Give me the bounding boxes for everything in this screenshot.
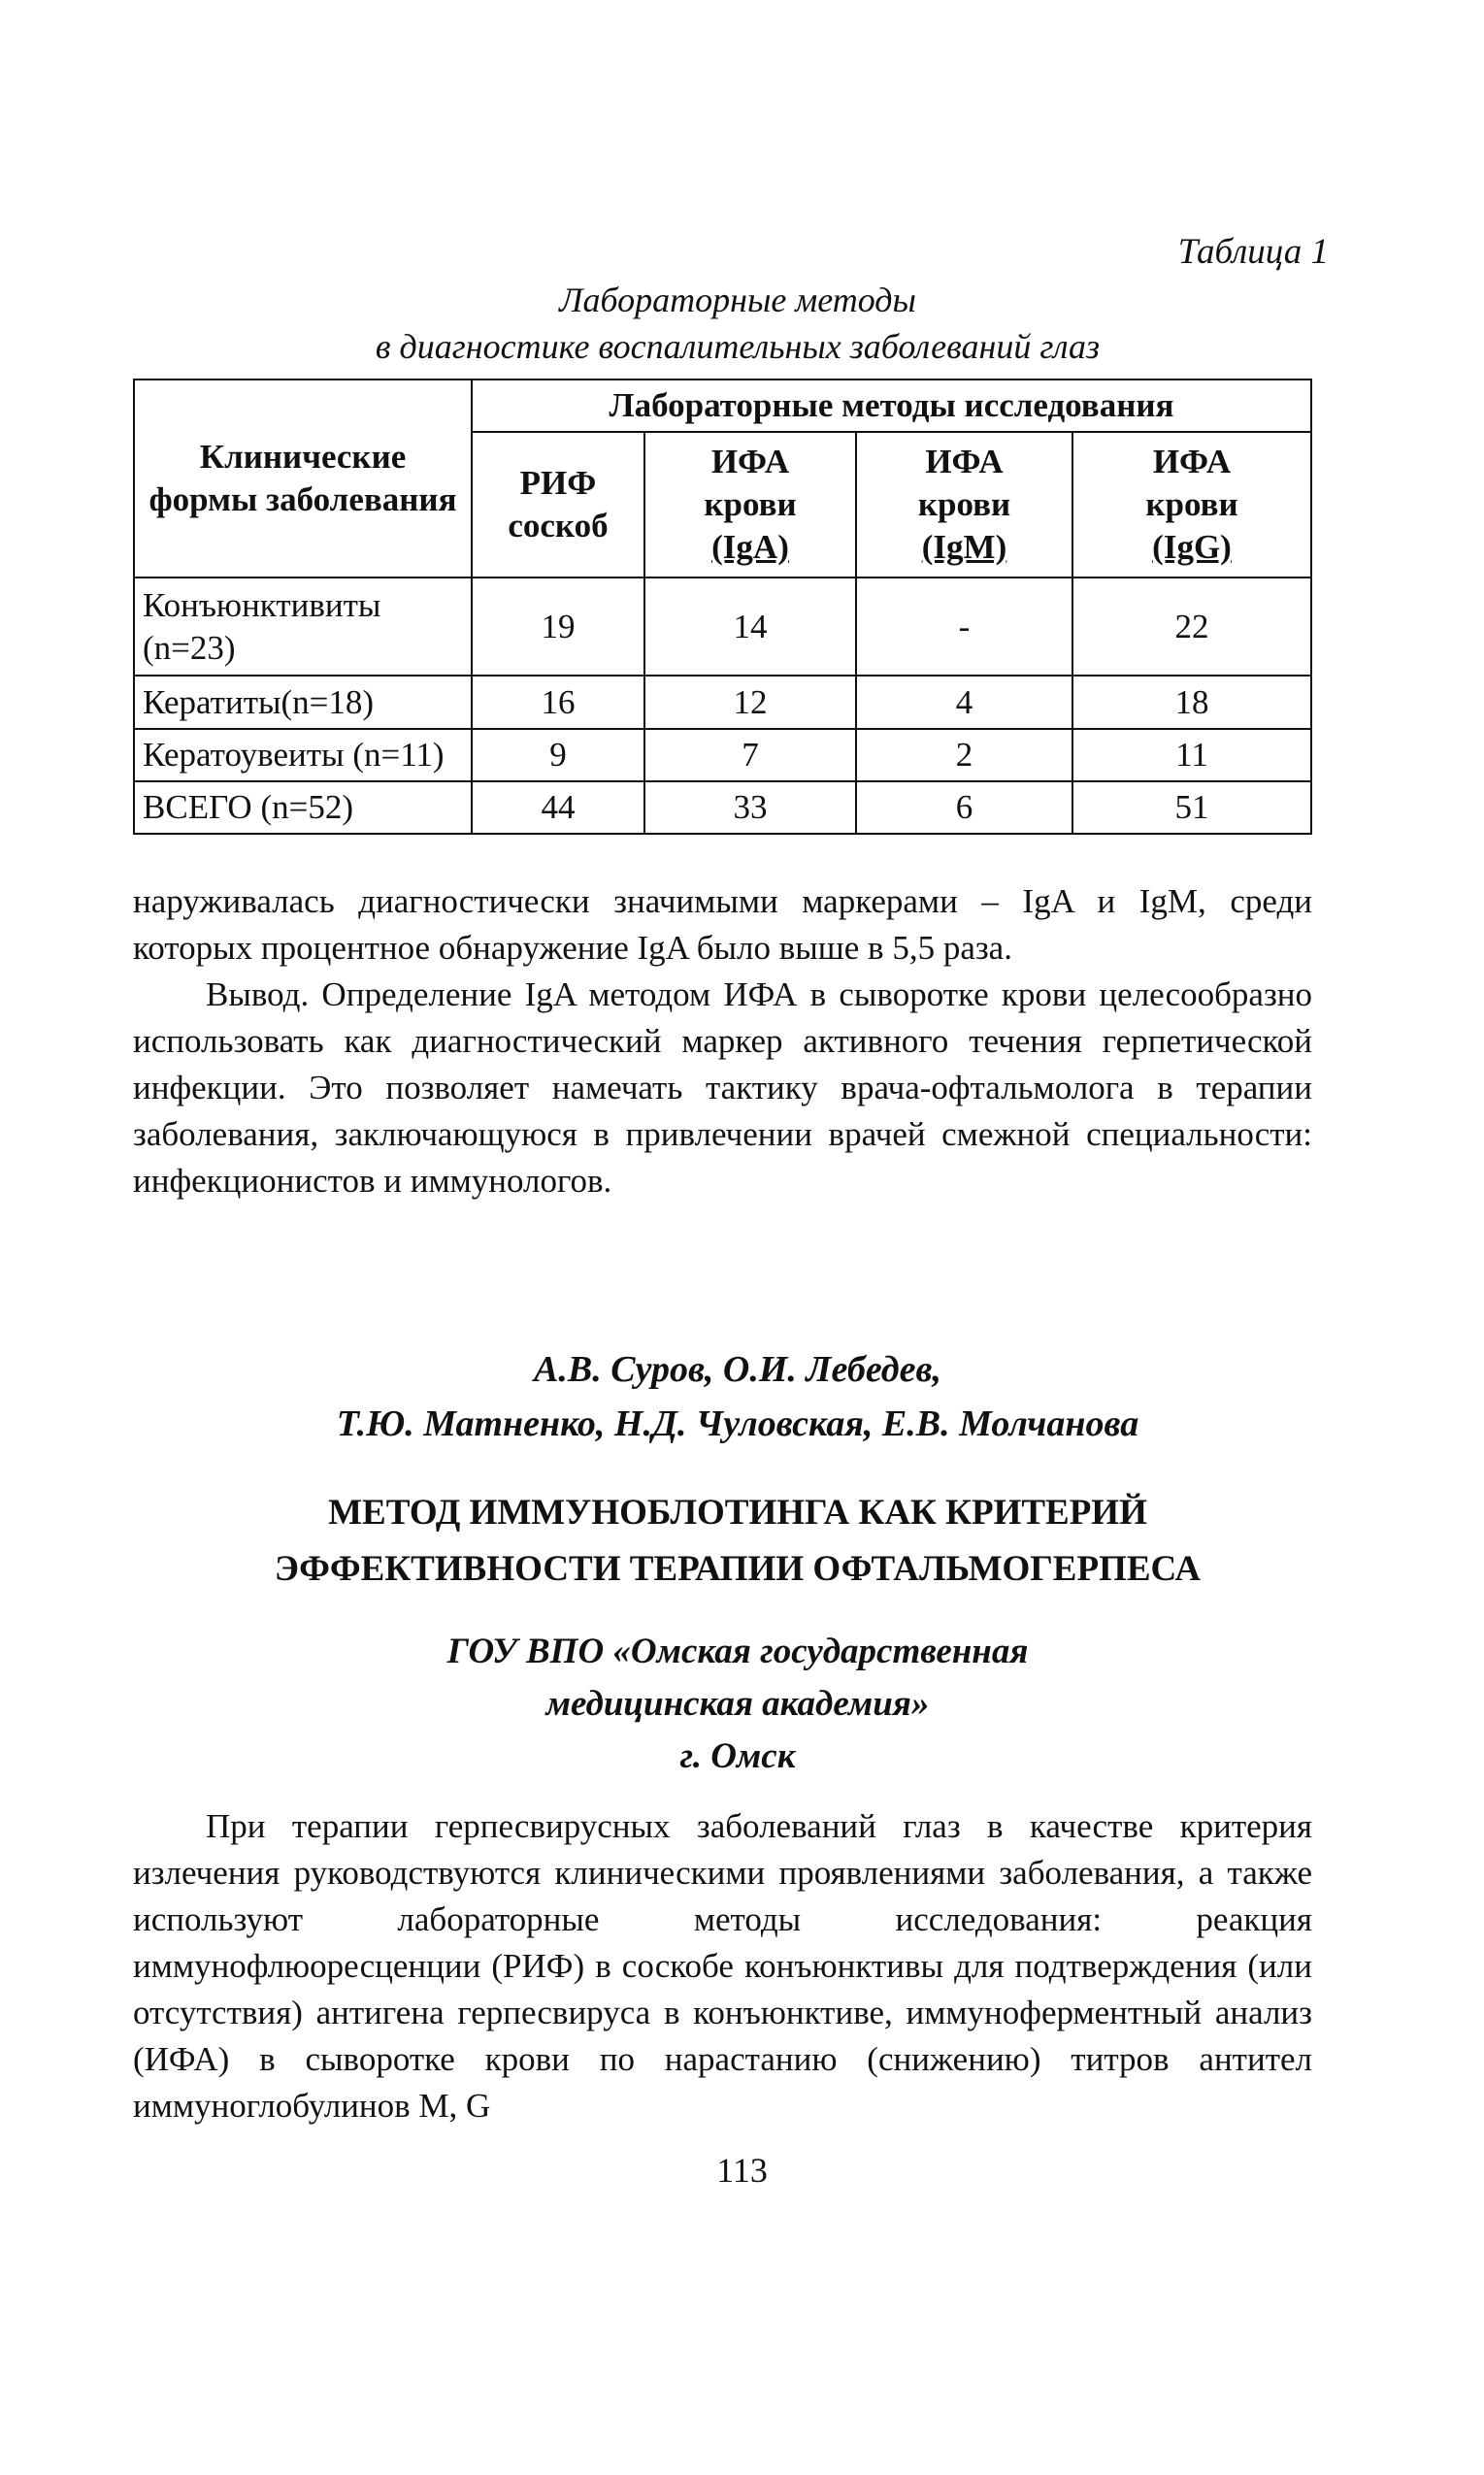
authors-line: Т.Ю. Матненко, Н.Д. Чуловская, Е.В. Молчанова xyxy=(336,1403,1139,1444)
table-cell: 12 xyxy=(644,676,856,728)
article-title xyxy=(136,1485,1339,1598)
table-header-row xyxy=(134,380,1311,432)
table-cell: 19 xyxy=(472,578,644,676)
header-line: РИФ xyxy=(519,463,597,502)
paragraph: Вывод. Определение IgA методом ИФА в сыворотке крови целесообразно использовать как диагностический маркер активного течения герпетической инфекции. Это позволяет намечать тактику врача-офтальмолога в терапии заболевания, заключающуюся в привлечении врачей смежной специальности: инфекционистов и иммунологов. xyxy=(133,975,1312,1200)
institution-line: ГОУ ВПО «Омская государственная xyxy=(446,1632,1029,1671)
header-line: крови xyxy=(917,484,1011,523)
article-title-line: ЭФФЕКТИВНОСТИ ТЕРАПИИ ОФТАЛЬМОГЕРПЕСА xyxy=(274,1549,1202,1589)
article-intro xyxy=(133,1803,1312,2129)
table-row xyxy=(134,578,1311,676)
row-name: ВСЕГО (n=52) xyxy=(134,781,472,834)
body-text xyxy=(133,878,1312,1204)
institution-line: медицинская академия» xyxy=(545,1684,930,1724)
header-column xyxy=(856,432,1072,578)
header-column xyxy=(1072,432,1311,578)
header-clinical-forms: Клинические формы заболевания xyxy=(134,380,472,578)
table-cell: 18 xyxy=(1072,676,1311,728)
table-cell: 9 xyxy=(472,729,644,781)
header-line: ИФА xyxy=(925,442,1004,480)
table-cell: 11 xyxy=(1072,729,1311,781)
table-cell: 6 xyxy=(856,781,1072,834)
institution-line: г. Омск xyxy=(679,1736,796,1776)
table-cell: 2 xyxy=(856,729,1072,781)
table-row xyxy=(134,676,1311,728)
authors-line: А.В. Суров, О.И. Лебедев, xyxy=(534,1349,941,1390)
table-title-line: Лабораторные методы xyxy=(559,280,916,319)
header-lab-methods: Лабораторные методы исследования xyxy=(472,380,1311,432)
row-name: Конъюнктивиты (n=23) xyxy=(134,578,472,676)
page-number: 113 xyxy=(716,2151,768,2190)
header-line: ИФА xyxy=(1152,442,1232,480)
header-column xyxy=(644,432,856,578)
row-name: Кератиты(n=18) xyxy=(134,676,472,728)
table-cell: 4 xyxy=(856,676,1072,728)
article-institution xyxy=(136,1626,1339,1783)
header-line: крови xyxy=(1145,484,1238,523)
paragraph: наруживалась диагностически значимыми маркерами – IgA и IgM, среди которых процентное обнаружение IgA было выше в 5,5 раза. xyxy=(133,882,1312,967)
article-authors xyxy=(136,1342,1339,1451)
table-title xyxy=(136,277,1339,370)
header-line: ИФА xyxy=(710,442,790,480)
table-row xyxy=(134,729,1311,781)
table-cell: 14 xyxy=(644,578,856,676)
lab-methods-table xyxy=(133,379,1312,835)
table-label: Таблица 1 xyxy=(1177,232,1329,272)
table-cell: 51 xyxy=(1072,781,1311,834)
header-line: (IgG) xyxy=(1152,527,1232,566)
table-cell: 44 xyxy=(472,781,644,834)
table-title-line: в диагностике воспалительных заболеваний глаз xyxy=(375,327,1101,366)
table-cell: - xyxy=(856,578,1072,676)
header-line: (IgM) xyxy=(921,527,1007,566)
header-line: (IgA) xyxy=(711,527,789,566)
table-cell: 33 xyxy=(644,781,856,834)
paragraph: При терапии герпесвирусных заболеваний глаз в качестве критерия излечения руководствуются клиническими проявлениями заболевания, а также используют лабораторные методы исследования: реакция иммунофлюоресценции (РИФ) в соскобе конъюнктивы для подтверждения (или отсутствия) антигена герпесвируса в конъюнктиве, иммуноферментный анализ (ИФА) в сыворотке крови по нарастанию (снижению) титров антител иммуноглобулинов M, G xyxy=(133,1807,1312,2125)
table-row xyxy=(134,781,1311,834)
header-column xyxy=(472,432,644,578)
header-line: крови xyxy=(704,484,797,523)
header-line: соскоб xyxy=(508,506,609,544)
row-name: Кератоувеиты (n=11) xyxy=(134,729,472,781)
table-cell: 7 xyxy=(644,729,856,781)
article-title-line: МЕТОД ИММУНОБЛОТИНГА КАК КРИТЕРИЙ xyxy=(328,1493,1147,1533)
table-cell: 22 xyxy=(1072,578,1311,676)
table-cell: 16 xyxy=(472,676,644,728)
